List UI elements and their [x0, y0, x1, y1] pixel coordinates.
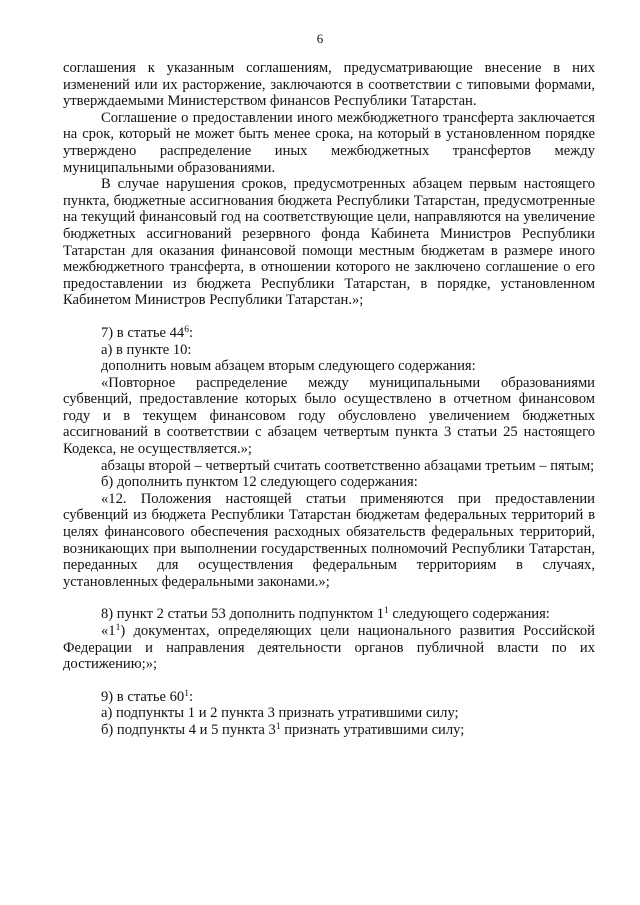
item-text: : — [188, 324, 194, 341]
paragraph: б) дополнить пунктом 12 следующего содержания: — [101, 474, 418, 491]
superscript: 6 — [184, 324, 189, 335]
quoted-paragraph: «Повторное распределение между муниципальными образованиями субвенций, предоставление которых было осуществлено в отчетном финансовом году и в текущем финансовом году обусловлено увеличением бюджетных ассигнований в соответствии с абзацем четвертым пункта 3 статьи 25 настоящего Кодекса, не осуществляется.»; — [63, 374, 595, 458]
item-text: б) подпункты 4 и 5 пункта 3 — [101, 721, 276, 738]
superscript: 1 — [115, 623, 121, 633]
page-number: 6 — [316, 31, 324, 46]
quoted-paragraph — [63, 623, 595, 673]
item-text: «1 — [101, 623, 116, 639]
item-text: ) документах, определяющих цели национального развития Российской Федерации и направления деятельности органов публичной власти по их достижению;»; — [63, 623, 595, 673]
item-text: 7) в статье 44 — [101, 324, 185, 341]
item-text: следующего содержания: — [388, 606, 550, 623]
paragraph: соглашения к указанным соглашениям, предусматривающие внесение в них изменений или их расторжение, заключаются в соответствии с типовыми формами, утверждаемыми Министерством финансов Республики Татарстан. — [63, 60, 595, 110]
item-text: : — [188, 688, 194, 705]
paragraph: а) в пункте 10: — [101, 341, 192, 358]
paragraph: Соглашение о предоставлении иного межбюджетного трансферта заключается на срок, который не может быть менее срока, на который в установленном порядке утверждено распределение иных межбюджетных трансфертов между муниципальными образованиями. — [63, 109, 595, 176]
article-item-7 — [63, 325, 595, 342]
paragraph: дополнить новым абзацем вторым следующего содержания: — [101, 358, 476, 375]
item-text: 8) пункт 2 статьи 53 дополнить подпунктом 1 — [101, 606, 384, 623]
quoted-paragraph: «12. Положения настоящей статьи применяются при предоставлении субвенций из бюджета Республики Татарстан бюджетам федеральных территорий в целях финансового обеспечения расходных обязательств федеральных территорий, возникающих при выполнении государственных полномочий Республики Татарстан, переданных для осуществления федеральным территориям в случаях, установленных федеральными законами.»; — [63, 490, 595, 590]
superscript: 1 — [184, 688, 189, 699]
paragraph: абзацы второй – четвертый считать соответственно абзацами третьим – пятым; — [101, 457, 595, 474]
superscript: 1 — [384, 606, 389, 617]
superscript: 1 — [275, 721, 281, 732]
item-text: 9) в статье 60 — [101, 688, 185, 705]
paragraph: а) подпункты 1 и 2 пункта 3 признать утратившими силу; — [101, 705, 459, 722]
article-item-9 — [63, 689, 595, 706]
article-item-8 — [63, 606, 595, 623]
paragraph: В случае нарушения сроков, предусмотренных абзацем первым настоящего пункта, бюджетные ассигнования бюджета Республики Татарстан, предусмотренные на текущий финансовый год на соответствующие цели, направляются на увеличение бюджетных ассигнований резервного фонда Кабинета Министров Республики Татарстан для оказания финансовой помощи местным бюджетам в размере иного межбюджетного трансферта, в отношении которого не заключено соглашение о его предоставлении из бюджета Республики Татарстан, в порядке, установленном Кабинетом Министров Республики Татарстан.»; — [63, 176, 595, 309]
paragraph — [63, 722, 595, 739]
item-text: признать утратившими силу; — [280, 721, 465, 738]
document-body — [63, 60, 595, 739]
